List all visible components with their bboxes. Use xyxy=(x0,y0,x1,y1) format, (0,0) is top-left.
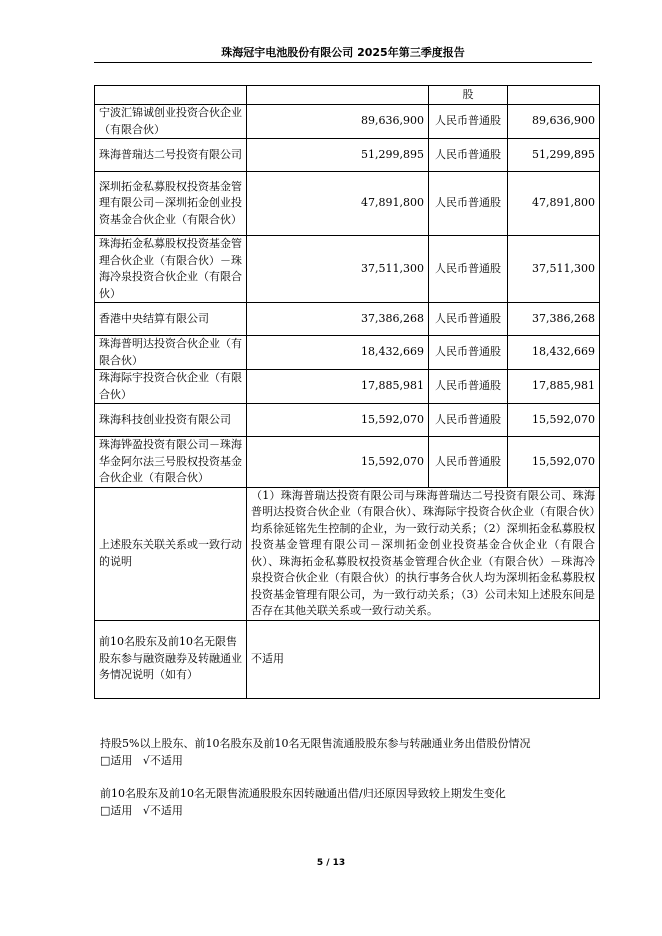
share-type-cell: 人民币普通股 xyxy=(429,437,508,488)
section-lending xyxy=(100,735,530,769)
table-row xyxy=(95,336,600,370)
table-row xyxy=(95,139,600,172)
shares-held-cell: 37,511,300 xyxy=(247,236,429,303)
margin-row xyxy=(95,620,600,698)
share-count-cell xyxy=(508,86,600,105)
share-count-cell: 15,592,070 xyxy=(508,404,600,437)
margin-text: 不适用 xyxy=(247,620,600,698)
share-type-cell: 人民币普通股 xyxy=(429,370,508,404)
shareholder-name-cell xyxy=(95,86,247,105)
shareholder-name-cell: 香港中央结算有限公司 xyxy=(95,303,247,336)
shareholder-table xyxy=(94,85,600,699)
relation-row xyxy=(95,487,600,620)
option-applicable: □适用 xyxy=(100,754,133,767)
page-number: 5 / 13 xyxy=(316,858,346,868)
share-count-cell: 18,432,669 xyxy=(508,336,600,370)
section-lending-title: 持股5%以上股东、前10名股东及前10名无限售流通股股东参与转融通业务出借股份情况 xyxy=(100,737,531,750)
share-type-cell: 人民币普通股 xyxy=(429,139,508,172)
table-row xyxy=(95,303,600,336)
share-type-cell: 人民币普通股 xyxy=(429,336,508,370)
option-not-applicable: √不适用 xyxy=(142,804,183,817)
table-row xyxy=(95,370,600,404)
shares-held-cell: 51,299,895 xyxy=(247,139,429,172)
table-row xyxy=(95,105,600,139)
shareholder-rows xyxy=(95,86,600,488)
shares-held-cell: 18,432,669 xyxy=(247,336,429,370)
share-type-cell: 人民币普通股 xyxy=(429,105,508,139)
table-row xyxy=(95,404,600,437)
shares-held-cell: 37,386,268 xyxy=(247,303,429,336)
share-type-cell: 人民币普通股 xyxy=(429,236,508,303)
shares-held-cell: 89,636,900 xyxy=(247,105,429,139)
section-change xyxy=(100,785,506,819)
table-row xyxy=(95,437,600,488)
share-count-cell: 37,511,300 xyxy=(508,236,600,303)
shares-held-cell: 47,891,800 xyxy=(247,172,429,236)
page-header: 珠海冠宇电池股份有限公司 2025年第三季度报告 xyxy=(94,44,592,63)
table-row xyxy=(95,86,600,105)
relation-text: （1）珠海普瑞达投资有限公司与珠海普瑞达二号投资有限公司、珠海普明达投资合伙企业（有限合伙）、珠海际宇投资合伙企业（有限合伙）均系徐延铭先生控制的企业，为一致行动关系；（2）深圳拓金私募股权投资基金管理有限公司－深圳拓金创业投资基金合伙企业（有限合伙）、珠海拓金私募股权投资基金管理合伙企业（有限合伙）－珠海冷泉投资合伙企业（有限合伙）的执行事务合伙人均为深圳拓金私募股权投资基金管理有限公司，为一致行动关系；（3）公司未知上述股东间是否存在其他关联关系或一致行动关系。 xyxy=(247,487,600,620)
share-count-cell: 47,891,800 xyxy=(508,172,600,236)
shareholder-name-cell: 珠海际宇投资合伙企业（有限合伙） xyxy=(95,370,247,404)
table-row xyxy=(95,236,600,303)
shareholder-name-cell: 珠海普瑞达二号投资有限公司 xyxy=(95,139,247,172)
shares-held-cell: 15,592,070 xyxy=(247,437,429,488)
shareholder-name-cell: 珠海铧盈投资有限公司－珠海华金阿尔法三号股权投资基金合伙企业（有限合伙） xyxy=(95,437,247,488)
section-change-title: 前10名股东及前10名无限售流通股股东因转融通出借/归还原因导致较上期发生变化 xyxy=(100,787,506,800)
share-count-cell: 89,636,900 xyxy=(508,105,600,139)
shares-held-cell: 15,592,070 xyxy=(247,404,429,437)
share-type-cell: 人民币普通股 xyxy=(429,404,508,437)
section-change-options xyxy=(100,802,506,819)
shareholder-name-cell: 珠海普明达投资合伙企业（有限合伙） xyxy=(95,336,247,370)
section-lending-options xyxy=(100,752,530,769)
shares-held-cell: 17,885,981 xyxy=(247,370,429,404)
option-not-applicable: √不适用 xyxy=(142,754,183,767)
share-type-cell: 人民币普通股 xyxy=(429,172,508,236)
table-row xyxy=(95,172,600,236)
shareholder-name-cell: 珠海拓金私募股权投资基金管理合伙企业（有限合伙）－珠海冷泉投资合伙企业（有限合伙） xyxy=(95,236,247,303)
share-count-cell: 15,592,070 xyxy=(508,437,600,488)
option-applicable: □适用 xyxy=(100,804,133,817)
relation-label: 上述股东关联关系或一致行动的说明 xyxy=(95,487,247,620)
share-count-cell: 51,299,895 xyxy=(508,139,600,172)
shareholder-name-cell: 宁波汇锦诚创业投资合伙企业（有限合伙） xyxy=(95,105,247,139)
share-type-cell: 人民币普通股 xyxy=(429,303,508,336)
shares-held-cell xyxy=(247,86,429,105)
margin-label: 前10名股东及前10名无限售股东参与融资融券及转融通业务情况说明（如有） xyxy=(95,620,247,698)
share-count-cell: 37,386,268 xyxy=(508,303,600,336)
share-count-cell: 17,885,981 xyxy=(508,370,600,404)
shareholder-name-cell: 深圳拓金私募股权投资基金管理有限公司－深圳拓金创业投资基金合伙企业（有限合伙） xyxy=(95,172,247,236)
shareholder-name-cell: 珠海科技创业投资有限公司 xyxy=(95,404,247,437)
share-type-cell: 股 xyxy=(429,86,508,105)
